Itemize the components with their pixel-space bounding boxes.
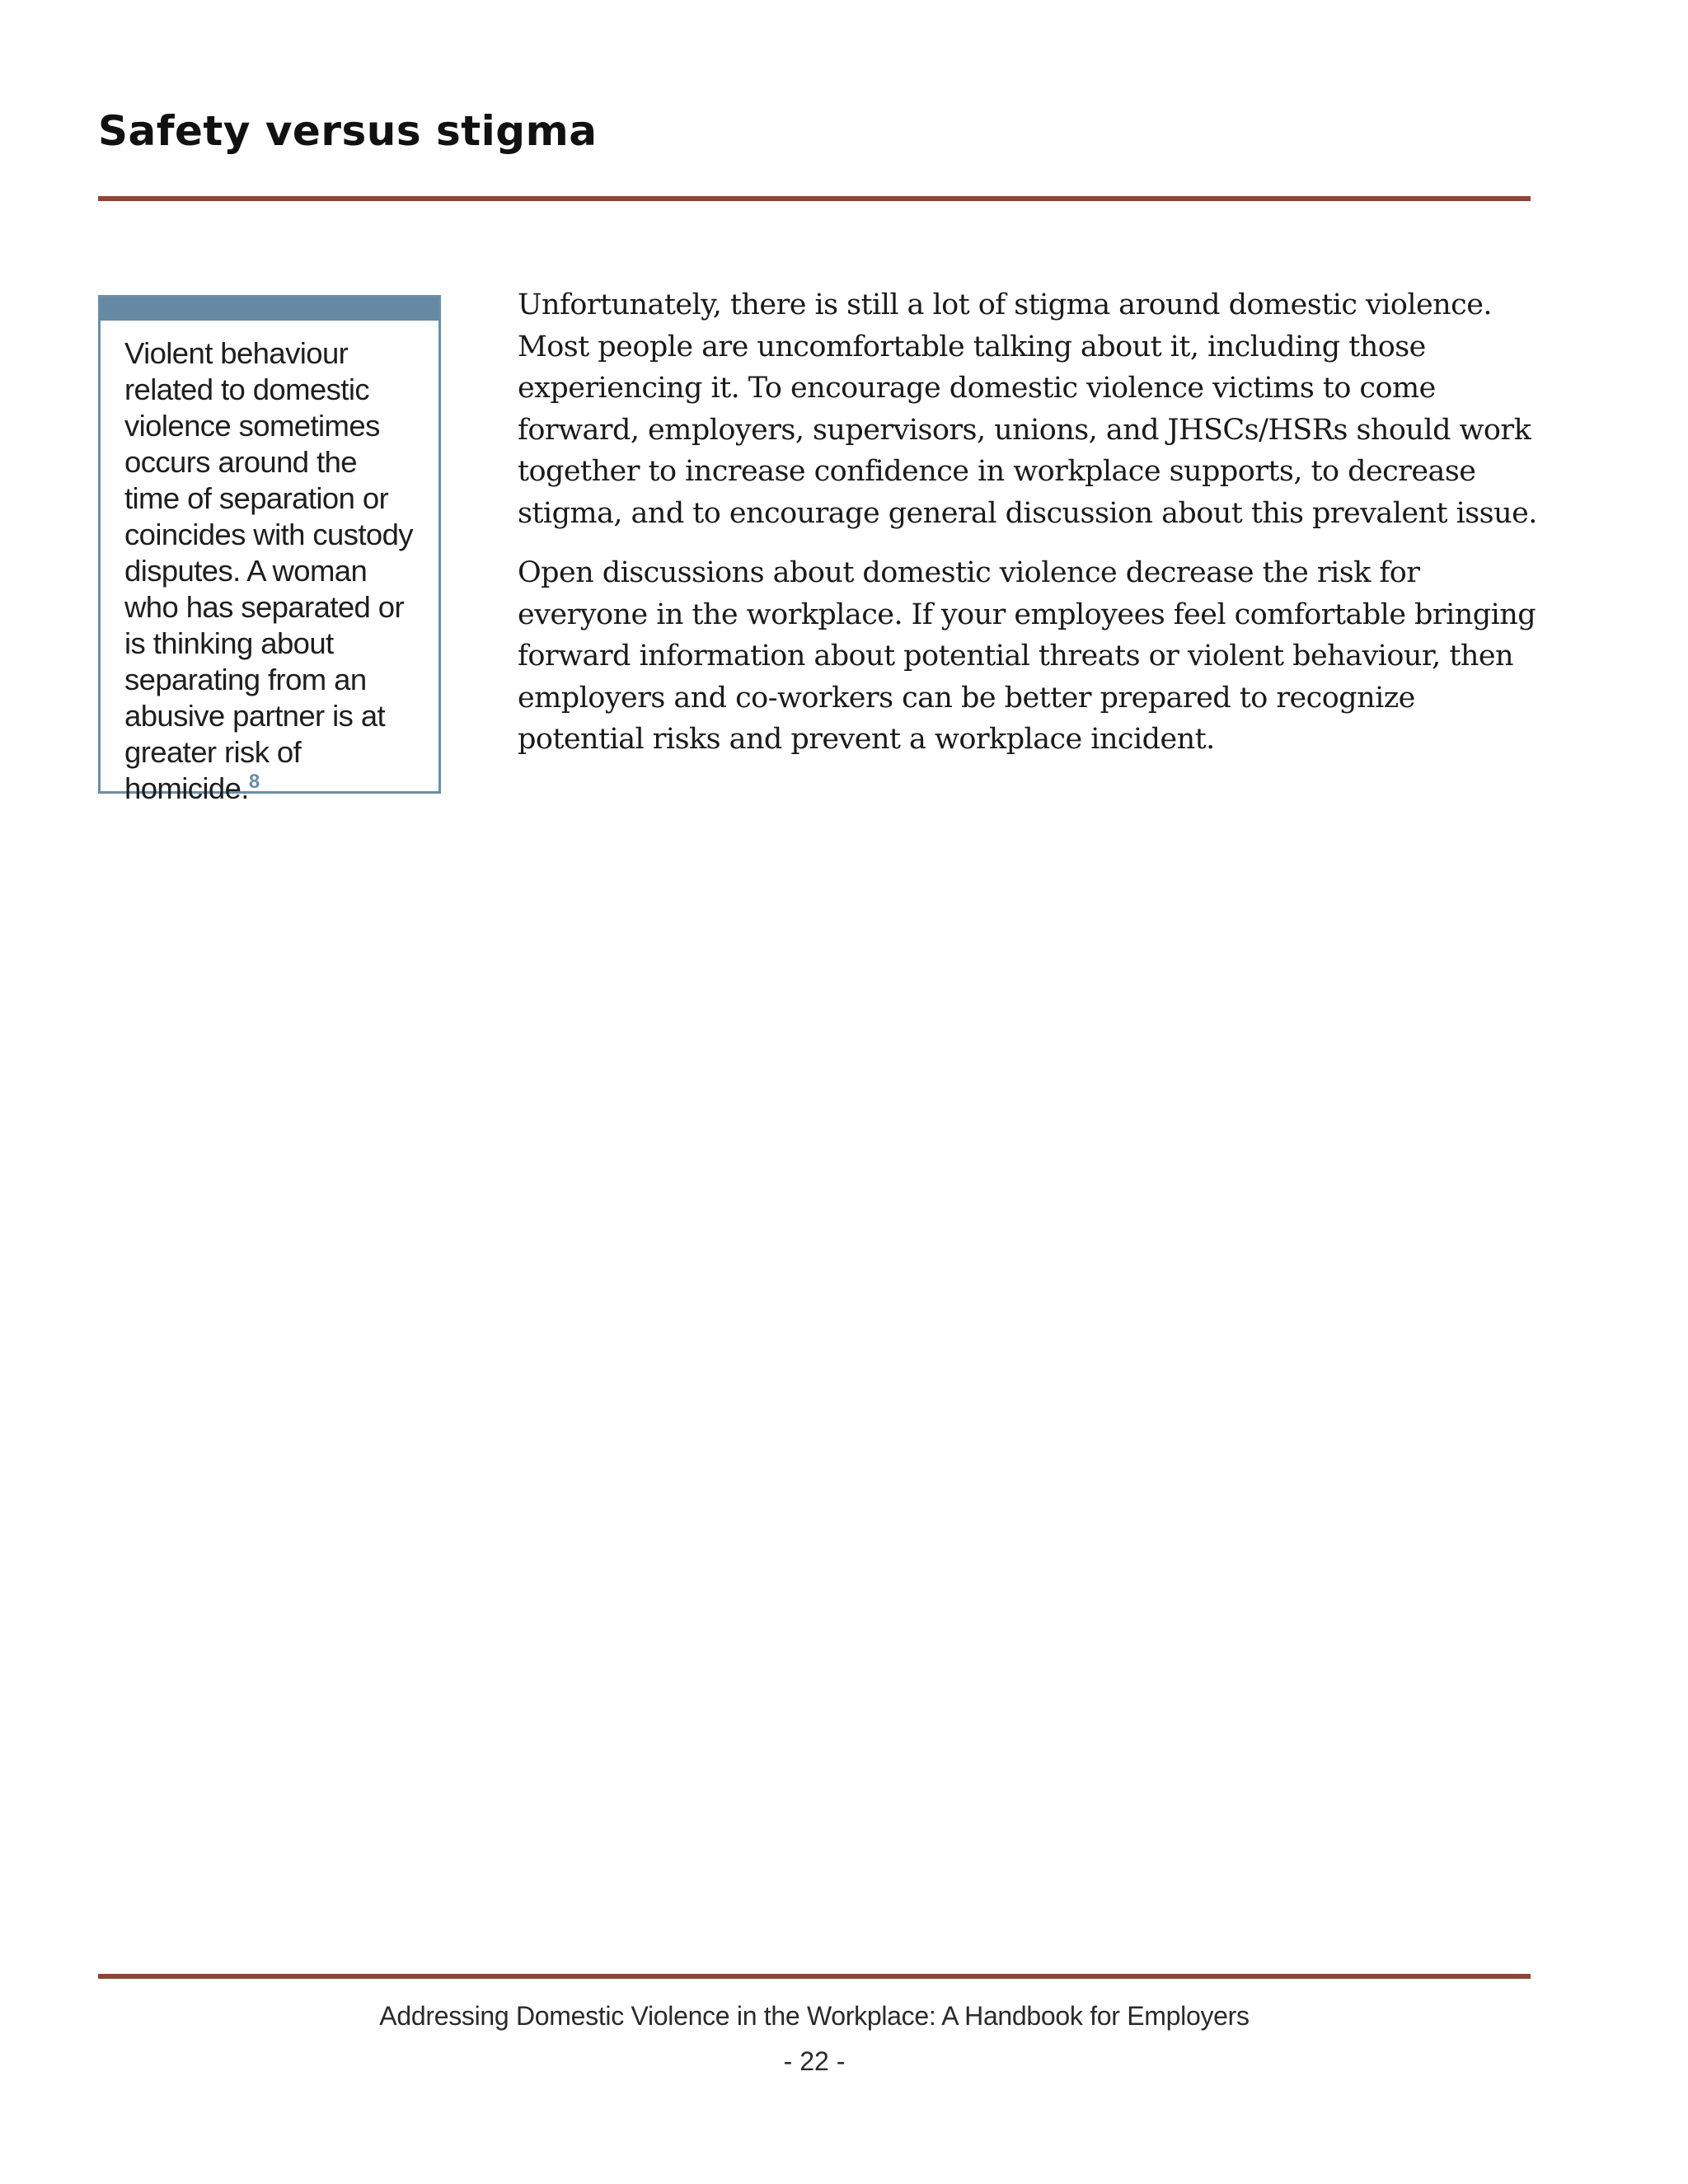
- sidebar-callout-box: [98, 295, 441, 805]
- header-divider: [98, 196, 1531, 201]
- sidebar-callout-body: Violent behaviour related to domestic violence sometimes occurs around the time of separation or coincides with custody disputes. A woman who has separated or is thinking about separating from an abusive partner is at greater risk of homicide.: [124, 336, 413, 805]
- body-paragraph-1: Unfortunately, there is still a lot of stigma around domestic violence. Most people are uncomfortable talking about it, including those experiencing it. To encourage domestic violence victims to come forward, employers, supervisors, unions, and JHSCs/HSRs should work together to increase confidence in workplace supports, to decrease stigma, and to encourage general discussion about this prevalent issue.: [518, 288, 1537, 530]
- sidebar-callout-text: [101, 321, 438, 807]
- footer-divider: [98, 1974, 1531, 1979]
- page-title: Safety versus stigma: [98, 107, 598, 155]
- footer-document-title: Addressing Domestic Violence in the Workplace: A Handbook for Employers: [379, 2001, 1250, 2031]
- main-body-text: [518, 284, 1540, 779]
- page-number: - 22 -: [783, 2046, 846, 2076]
- body-paragraph-2: Open discussions about domestic violence decrease the risk for everyone in the workplace. If your employees feel comfortable bringing forward information about potential threats or violent behaviour, then employers and co-workers can be better prepared to recognize potential risks and prevent a workplace incident.: [518, 556, 1536, 756]
- sidebar-header-band: [101, 298, 438, 321]
- footnote-reference[interactable]: 8: [248, 770, 260, 793]
